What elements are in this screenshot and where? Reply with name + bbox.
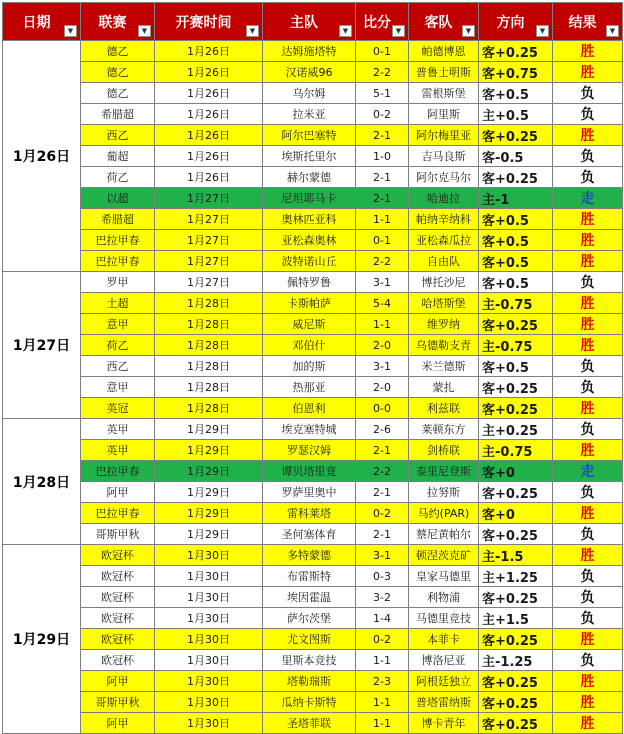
- date-group-cell: 1月27日: [3, 272, 81, 419]
- score-cell: 3-1: [356, 272, 409, 293]
- direction-cell: 主-0.75: [479, 293, 553, 314]
- header-home-team: [263, 3, 356, 41]
- results-table: [2, 2, 623, 734]
- header-row: [3, 3, 623, 41]
- home-team-cell: 布雷斯特: [263, 566, 356, 587]
- table-row: [3, 83, 623, 104]
- header-league-label: 联赛: [98, 14, 127, 31]
- score-cell: 1-1: [356, 314, 409, 335]
- header-score: [356, 3, 409, 41]
- start-time-cell: 1月30日: [155, 587, 263, 608]
- away-team-cell: 阿尔梅里亚: [409, 125, 479, 146]
- score-cell: 0-2: [356, 503, 409, 524]
- score-cell: 2-1: [356, 167, 409, 188]
- score-cell: 1-1: [356, 692, 409, 713]
- league-cell: 英甲: [81, 440, 155, 461]
- away-team-cell: 本菲卡: [409, 629, 479, 650]
- home-team-cell: 威尼斯: [263, 314, 356, 335]
- league-cell: 欧冠杯: [81, 650, 155, 671]
- direction-cell: 客+0.25: [479, 713, 553, 734]
- table-row: [3, 461, 623, 482]
- score-cell: 2-2: [356, 62, 409, 83]
- result-cell: 胜: [553, 713, 623, 734]
- home-team-cell: 尼坦耶马卡: [263, 188, 356, 209]
- table-row: [3, 167, 623, 188]
- score-cell: 2-0: [356, 335, 409, 356]
- away-team-cell: 利兹联: [409, 398, 479, 419]
- result-cell: 负: [553, 146, 623, 167]
- league-cell: 希腊超: [81, 209, 155, 230]
- home-team-cell: 奥林匹亚科: [263, 209, 356, 230]
- header-date-label: 日期: [22, 14, 51, 31]
- league-cell: 土超: [81, 293, 155, 314]
- score-cell: 5-4: [356, 293, 409, 314]
- score-cell: 0-2: [356, 104, 409, 125]
- league-cell: 阿甲: [81, 482, 155, 503]
- league-cell: 巴拉甲春: [81, 230, 155, 251]
- home-team-cell: 伯恩利: [263, 398, 356, 419]
- date-group-cell: 1月29日: [3, 545, 81, 734]
- home-team-cell: 赫尔蒙德: [263, 167, 356, 188]
- table-row: [3, 482, 623, 503]
- home-team-cell: 埃克塞特城: [263, 419, 356, 440]
- score-cell: 5-1: [356, 83, 409, 104]
- score-cell: 2-2: [356, 461, 409, 482]
- start-time-cell: 1月26日: [155, 41, 263, 62]
- away-team-cell: 雷根斯堡: [409, 83, 479, 104]
- home-team-cell: 汉诺威96: [263, 62, 356, 83]
- table-row: [3, 41, 623, 62]
- league-cell: 英冠: [81, 398, 155, 419]
- filter-dropdown-icon[interactable]: ▼: [246, 25, 259, 37]
- home-team-cell: 尤文图斯: [263, 629, 356, 650]
- start-time-cell: 1月30日: [155, 629, 263, 650]
- table-row: [3, 293, 623, 314]
- result-cell: 胜: [553, 629, 623, 650]
- result-cell: 胜: [553, 314, 623, 335]
- league-cell: 欧冠杯: [81, 545, 155, 566]
- header-result: [553, 3, 623, 41]
- home-team-cell: 拉米亚: [263, 104, 356, 125]
- start-time-cell: 1月29日: [155, 440, 263, 461]
- away-team-cell: 乌德勒支青: [409, 335, 479, 356]
- away-team-cell: 泰里尼登斯: [409, 461, 479, 482]
- result-cell: 负: [553, 608, 623, 629]
- result-cell: 负: [553, 272, 623, 293]
- home-team-cell: 达姆施塔特: [263, 41, 356, 62]
- direction-cell: 客+0.5: [479, 251, 553, 272]
- away-team-cell: 顿涅茨克矿: [409, 545, 479, 566]
- table-row: [3, 713, 623, 734]
- score-cell: 2-1: [356, 524, 409, 545]
- table-row: [3, 230, 623, 251]
- score-cell: 1-4: [356, 608, 409, 629]
- start-time-cell: 1月27日: [155, 272, 263, 293]
- away-team-cell: 莱顿东方: [409, 419, 479, 440]
- filter-dropdown-icon[interactable]: ▼: [339, 25, 352, 37]
- result-cell: 胜: [553, 545, 623, 566]
- start-time-cell: 1月29日: [155, 419, 263, 440]
- score-cell: 1-1: [356, 209, 409, 230]
- table-row: [3, 545, 623, 566]
- league-cell: 欧冠杯: [81, 629, 155, 650]
- away-team-cell: 阿尔克马尔: [409, 167, 479, 188]
- direction-cell: 客+0.25: [479, 629, 553, 650]
- away-team-cell: 亚松森瓜拉: [409, 230, 479, 251]
- league-cell: 巴拉甲春: [81, 503, 155, 524]
- league-cell: 荷乙: [81, 167, 155, 188]
- home-team-cell: 阿尔巴塞特: [263, 125, 356, 146]
- home-team-cell: 塔勒瑞斯: [263, 671, 356, 692]
- table-row: [3, 188, 623, 209]
- table-row: [3, 587, 623, 608]
- home-team-cell: 亚松森奥林: [263, 230, 356, 251]
- away-team-cell: 利物浦: [409, 587, 479, 608]
- score-cell: 2-0: [356, 377, 409, 398]
- result-cell: 负: [553, 482, 623, 503]
- header-start-time-label: 开赛时间: [175, 14, 232, 31]
- result-cell: 负: [553, 83, 623, 104]
- direction-cell: 客+0.5: [479, 209, 553, 230]
- score-cell: 3-1: [356, 356, 409, 377]
- table-row: [3, 251, 623, 272]
- away-team-cell: 维罗纳: [409, 314, 479, 335]
- league-cell: 哥斯甲秋: [81, 524, 155, 545]
- direction-cell: 主-1.5: [479, 545, 553, 566]
- away-team-cell: 普鲁士明斯: [409, 62, 479, 83]
- away-team-cell: 博洛尼亚: [409, 650, 479, 671]
- start-time-cell: 1月27日: [155, 251, 263, 272]
- table-body: [3, 41, 623, 734]
- home-team-cell: 邓伯什: [263, 335, 356, 356]
- table-row: [3, 419, 623, 440]
- table-row: [3, 440, 623, 461]
- header-direction-label: 方向: [496, 14, 525, 31]
- score-cell: 1-0: [356, 146, 409, 167]
- result-cell: 负: [553, 104, 623, 125]
- direction-cell: 主-0.75: [479, 440, 553, 461]
- league-cell: 西乙: [81, 125, 155, 146]
- direction-cell: 客+0.25: [479, 314, 553, 335]
- direction-cell: 主+1.25: [479, 566, 553, 587]
- score-cell: 2-1: [356, 440, 409, 461]
- result-cell: 负: [553, 167, 623, 188]
- start-time-cell: 1月30日: [155, 713, 263, 734]
- table-row: [3, 398, 623, 419]
- filter-dropdown-icon[interactable]: ▼: [64, 25, 77, 37]
- table-row: [3, 209, 623, 230]
- filter-dropdown-icon[interactable]: ▼: [536, 25, 549, 37]
- direction-cell: 主+1.5: [479, 608, 553, 629]
- start-time-cell: 1月30日: [155, 608, 263, 629]
- result-cell: 负: [553, 650, 623, 671]
- away-team-cell: 马约(PAR): [409, 503, 479, 524]
- table-row: [3, 377, 623, 398]
- start-time-cell: 1月29日: [155, 503, 263, 524]
- start-time-cell: 1月28日: [155, 335, 263, 356]
- start-time-cell: 1月29日: [155, 461, 263, 482]
- start-time-cell: 1月30日: [155, 545, 263, 566]
- home-team-cell: 里斯本竞技: [263, 650, 356, 671]
- start-time-cell: 1月29日: [155, 524, 263, 545]
- away-team-cell: 阿里斯: [409, 104, 479, 125]
- table-row: [3, 62, 623, 83]
- league-cell: 意甲: [81, 377, 155, 398]
- start-time-cell: 1月30日: [155, 692, 263, 713]
- table-row: [3, 356, 623, 377]
- start-time-cell: 1月26日: [155, 125, 263, 146]
- away-team-cell: 帕德博恩: [409, 41, 479, 62]
- result-cell: 胜: [553, 398, 623, 419]
- away-team-cell: 帕纳辛纳科: [409, 209, 479, 230]
- home-team-cell: 多特蒙德: [263, 545, 356, 566]
- direction-cell: 客+0.25: [479, 398, 553, 419]
- result-cell: 负: [553, 377, 623, 398]
- league-cell: 西乙: [81, 356, 155, 377]
- result-cell: 胜: [553, 293, 623, 314]
- home-team-cell: 埃斯托里尔: [263, 146, 356, 167]
- table-row: [3, 335, 623, 356]
- away-team-cell: 自由队: [409, 251, 479, 272]
- direction-cell: 客+0: [479, 503, 553, 524]
- header-direction: [479, 3, 553, 41]
- away-team-cell: 普塔雷纳斯: [409, 692, 479, 713]
- header-result-label: 结果: [568, 14, 597, 31]
- home-team-cell: 萨尔茨堡: [263, 608, 356, 629]
- result-cell: 胜: [553, 62, 623, 83]
- start-time-cell: 1月26日: [155, 83, 263, 104]
- home-team-cell: 罗萨里奥中: [263, 482, 356, 503]
- league-cell: 巴拉甲春: [81, 461, 155, 482]
- direction-cell: 主+0.5: [479, 104, 553, 125]
- table-row: [3, 566, 623, 587]
- away-team-cell: 蒙扎: [409, 377, 479, 398]
- table-row: [3, 524, 623, 545]
- direction-cell: 客+0.25: [479, 671, 553, 692]
- direction-cell: 客+0.75: [479, 62, 553, 83]
- start-time-cell: 1月30日: [155, 566, 263, 587]
- filter-dropdown-icon[interactable]: ▼: [606, 25, 619, 37]
- table-row: [3, 272, 623, 293]
- score-cell: 0-1: [356, 230, 409, 251]
- away-team-cell: 米兰德斯: [409, 356, 479, 377]
- direction-cell: 客+0.5: [479, 356, 553, 377]
- league-cell: 哥斯甲秋: [81, 692, 155, 713]
- filter-dropdown-icon[interactable]: ▼: [392, 25, 405, 37]
- home-team-cell: 加的斯: [263, 356, 356, 377]
- table-row: [3, 650, 623, 671]
- league-cell: 欧冠杯: [81, 587, 155, 608]
- result-cell: 走: [553, 188, 623, 209]
- home-team-cell: 谭贝塔里竟: [263, 461, 356, 482]
- direction-cell: 客+0.5: [479, 272, 553, 293]
- away-team-cell: 吉马良斯: [409, 146, 479, 167]
- start-time-cell: 1月26日: [155, 167, 263, 188]
- league-cell: 欧冠杯: [81, 608, 155, 629]
- league-cell: 德乙: [81, 83, 155, 104]
- start-time-cell: 1月28日: [155, 356, 263, 377]
- direction-cell: 客+0.5: [479, 83, 553, 104]
- header-home-team-label: 主队: [290, 14, 318, 31]
- score-cell: 2-2: [356, 251, 409, 272]
- direction-cell: 客+0.25: [479, 41, 553, 62]
- start-time-cell: 1月28日: [155, 377, 263, 398]
- result-cell: 胜: [553, 692, 623, 713]
- result-cell: 胜: [553, 251, 623, 272]
- result-cell: 负: [553, 419, 623, 440]
- result-cell: 胜: [553, 209, 623, 230]
- start-time-cell: 1月27日: [155, 188, 263, 209]
- start-time-cell: 1月26日: [155, 104, 263, 125]
- result-cell: 走: [553, 461, 623, 482]
- direction-cell: 客+0.25: [479, 587, 553, 608]
- header-away-team: [409, 3, 479, 41]
- filter-dropdown-icon[interactable]: ▼: [462, 25, 475, 37]
- league-cell: 葡超: [81, 146, 155, 167]
- start-time-cell: 1月26日: [155, 146, 263, 167]
- result-cell: 负: [553, 356, 623, 377]
- result-cell: 胜: [553, 125, 623, 146]
- league-cell: 德乙: [81, 41, 155, 62]
- direction-cell: 客+0.5: [479, 230, 553, 251]
- away-team-cell: 马德里竞技: [409, 608, 479, 629]
- league-cell: 荷乙: [81, 335, 155, 356]
- start-time-cell: 1月27日: [155, 209, 263, 230]
- start-time-cell: 1月28日: [155, 314, 263, 335]
- result-cell: 胜: [553, 671, 623, 692]
- home-team-cell: 波特诺山丘: [263, 251, 356, 272]
- table-row: [3, 692, 623, 713]
- score-cell: 3-2: [356, 587, 409, 608]
- home-team-cell: 瓜纳卡斯特: [263, 692, 356, 713]
- score-cell: 0-3: [356, 566, 409, 587]
- date-group-cell: 1月28日: [3, 419, 81, 545]
- start-time-cell: 1月30日: [155, 671, 263, 692]
- direction-cell: 客+0: [479, 461, 553, 482]
- away-team-cell: 博卡青年: [409, 713, 479, 734]
- home-team-cell: 圣塔菲联: [263, 713, 356, 734]
- table-row: [3, 608, 623, 629]
- result-cell: 胜: [553, 503, 623, 524]
- home-team-cell: 埃因霍温: [263, 587, 356, 608]
- score-cell: 2-1: [356, 125, 409, 146]
- result-cell: 胜: [553, 230, 623, 251]
- direction-cell: 主-1: [479, 188, 553, 209]
- away-team-cell: 剑桥联: [409, 440, 479, 461]
- result-cell: 负: [553, 524, 623, 545]
- away-team-cell: 哈迪拉: [409, 188, 479, 209]
- league-cell: 希腊超: [81, 104, 155, 125]
- direction-cell: 主-0.75: [479, 335, 553, 356]
- table-row: [3, 629, 623, 650]
- start-time-cell: 1月27日: [155, 230, 263, 251]
- score-cell: 1-1: [356, 650, 409, 671]
- score-cell: 1-1: [356, 713, 409, 734]
- away-team-cell: 蔡尼黄帕尔: [409, 524, 479, 545]
- direction-cell: 客+0.25: [479, 167, 553, 188]
- league-cell: 以超: [81, 188, 155, 209]
- score-cell: 2-6: [356, 419, 409, 440]
- direction-cell: 客+0.25: [479, 377, 553, 398]
- direction-cell: 客+0.25: [479, 125, 553, 146]
- direction-cell: 客+0.25: [479, 482, 553, 503]
- header-score-label: 比分: [363, 14, 391, 31]
- home-team-cell: 佩特罗鲁: [263, 272, 356, 293]
- score-cell: 2-1: [356, 188, 409, 209]
- result-cell: 胜: [553, 440, 623, 461]
- away-team-cell: 博托沙尼: [409, 272, 479, 293]
- score-cell: 3-1: [356, 545, 409, 566]
- home-team-cell: 圣何塞体育: [263, 524, 356, 545]
- result-cell: 负: [553, 566, 623, 587]
- header-start-time: [155, 3, 263, 41]
- league-cell: 阿甲: [81, 713, 155, 734]
- table-row: [3, 314, 623, 335]
- direction-cell: 客+0.25: [479, 524, 553, 545]
- home-team-cell: 乌尔姆: [263, 83, 356, 104]
- league-cell: 德乙: [81, 62, 155, 83]
- table-row: [3, 146, 623, 167]
- start-time-cell: 1月28日: [155, 398, 263, 419]
- direction-cell: 客-0.5: [479, 146, 553, 167]
- league-cell: 欧冠杯: [81, 566, 155, 587]
- away-team-cell: 皇家马德里: [409, 566, 479, 587]
- league-cell: 巴拉甲春: [81, 251, 155, 272]
- table-row: [3, 125, 623, 146]
- league-cell: 英甲: [81, 419, 155, 440]
- league-cell: 意甲: [81, 314, 155, 335]
- league-cell: 罗甲: [81, 272, 155, 293]
- direction-cell: 主+0.25: [479, 419, 553, 440]
- result-cell: 负: [553, 587, 623, 608]
- table-row: [3, 104, 623, 125]
- result-cell: 胜: [553, 41, 623, 62]
- score-cell: 0-2: [356, 629, 409, 650]
- start-time-cell: 1月30日: [155, 650, 263, 671]
- home-team-cell: 热那亚: [263, 377, 356, 398]
- score-cell: 2-3: [356, 671, 409, 692]
- table-row: [3, 671, 623, 692]
- header-away-team-label: 客队: [424, 14, 453, 31]
- direction-cell: 主-1.25: [479, 650, 553, 671]
- away-team-cell: 哈塔斯堡: [409, 293, 479, 314]
- score-cell: 2-1: [356, 482, 409, 503]
- home-team-cell: 罗瑟汉姆: [263, 440, 356, 461]
- start-time-cell: 1月26日: [155, 62, 263, 83]
- score-cell: 0-0: [356, 398, 409, 419]
- result-cell: 胜: [553, 335, 623, 356]
- away-team-cell: 拉努斯: [409, 482, 479, 503]
- start-time-cell: 1月28日: [155, 293, 263, 314]
- home-team-cell: 卡斯帕萨: [263, 293, 356, 314]
- header-league: [81, 3, 155, 41]
- score-cell: 0-1: [356, 41, 409, 62]
- date-group-cell: 1月26日: [3, 41, 81, 272]
- league-cell: 阿甲: [81, 671, 155, 692]
- filter-dropdown-icon[interactable]: ▼: [138, 25, 151, 37]
- start-time-cell: 1月29日: [155, 482, 263, 503]
- away-team-cell: 阿根廷独立: [409, 671, 479, 692]
- direction-cell: 客+0.25: [479, 692, 553, 713]
- table-row: [3, 503, 623, 524]
- header-date: [3, 3, 81, 41]
- home-team-cell: 雷科莱塔: [263, 503, 356, 524]
